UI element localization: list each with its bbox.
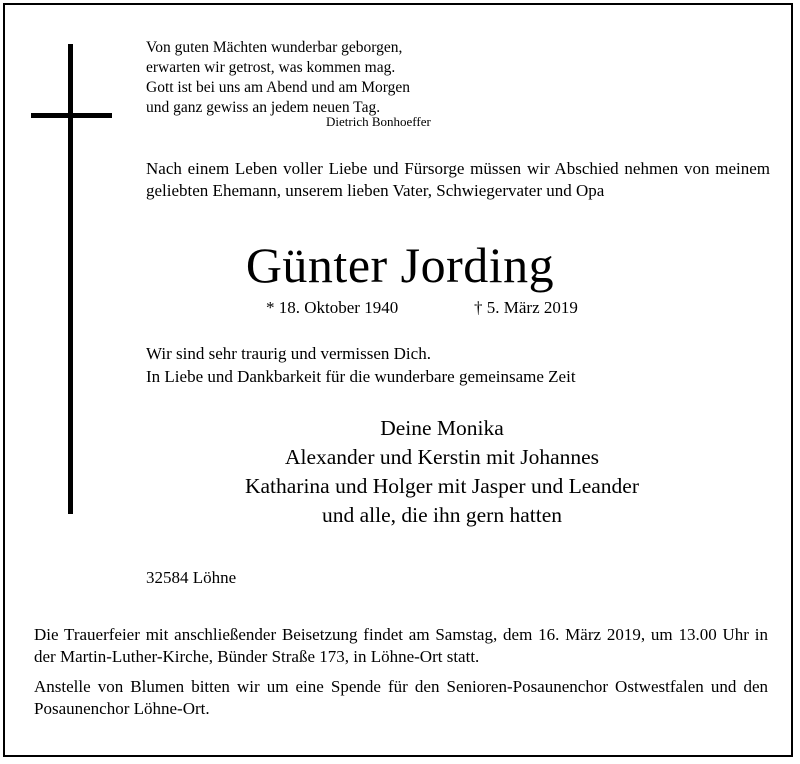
- family-line: und alle, die ihn gern hatten: [321, 503, 562, 527]
- poem-line: und ganz gewiss an jedem neuen Tag.: [146, 99, 381, 116]
- funeral-notice: Die Trauerfeier mit anschließender Beisetzung findet am Samstag, dem 16. März 2019, um 13.00 Uhr in der Martin-Luther-Kirche, Bünder Straße 173, in Löhne-Ort statt.: [34, 625, 768, 666]
- deceased-name: Günter Jording: [245, 237, 555, 293]
- donation-notice: Anstelle von Blumen bitten wir um eine Spende für den Senioren-Posaunenchor Ostwestfalen und den Posaunenchor Löhne-Ort.: [34, 677, 768, 718]
- message-line: Wir sind sehr traurig und vermissen Dich.: [146, 344, 431, 363]
- family-line: Deine Monika: [380, 416, 504, 440]
- birth-date: * 18. Oktober 1940: [266, 298, 399, 317]
- mourning-message: [146, 342, 576, 388]
- poem-line: Von guten Mächten wunderbar geborgen,: [146, 39, 403, 56]
- family-line: Alexander und Kerstin mit Johannes: [284, 445, 600, 469]
- message-line: In Liebe und Dankbarkeit für die wunderbare gemeinsame Zeit: [146, 367, 576, 386]
- poem-line: erwarten wir getrost, was kommen mag.: [146, 59, 396, 76]
- poem-line: Gott ist bei uns am Abend und am Morgen: [146, 79, 411, 96]
- intro-text: [146, 158, 770, 202]
- poem-author: Dietrich Bonhoeffer: [326, 114, 431, 129]
- place: 32584 Löhne: [146, 568, 237, 587]
- family-signature: [0, 414, 800, 530]
- intro-line: Nach einem Leben voller Liebe und Fürsorge müssen wir Abschied nehmen: [146, 159, 679, 178]
- family-line: Katharina und Holger mit Jasper und Leander: [244, 474, 640, 498]
- death-date: † 5. März 2019: [474, 298, 578, 317]
- intro-line: von meinem geliebten Ehemann, unserem lieben Vater, Schwiegervater: [146, 159, 771, 200]
- cross-icon-bar: [31, 113, 112, 118]
- poem: [146, 38, 410, 118]
- intro-line: und Opa: [546, 181, 605, 200]
